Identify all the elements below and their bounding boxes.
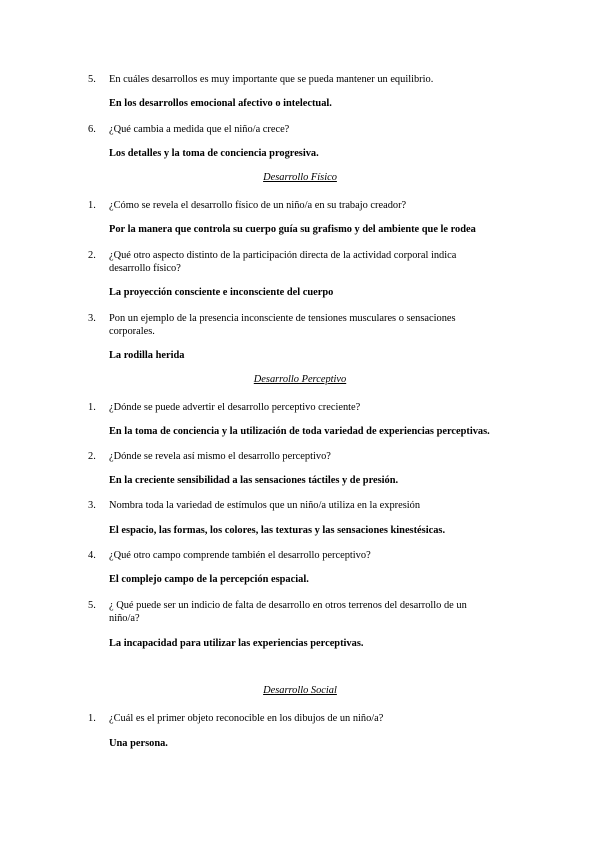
- question-number: 5.: [88, 600, 96, 611]
- answer-text: Los detalles y la toma de conciencia progresiva.: [109, 148, 319, 159]
- question-text: Nombra toda la variedad de estímulos que un niño/a utiliza en la expresión: [109, 500, 421, 511]
- question-text: Pon un ejemplo de la presencia inconsciente de tensiones musculares o sensaciones corporales.: [109, 313, 456, 337]
- question-text: ¿ Qué puede ser un indicio de falta de desarrollo en otros terrenos del desarrollo de un niño/a?: [109, 600, 467, 624]
- question-number: 4.: [88, 550, 96, 561]
- answer-text: En la creciente sensibilidad a las sensaciones táctiles y de presión.: [109, 475, 399, 486]
- question-text: ¿Qué otro aspecto distinto de la participación directa de la actividad corporal indica desarrollo físico?: [109, 250, 457, 274]
- question-number: 6.: [88, 124, 96, 135]
- answer-text: La incapacidad para utilizar las experiencias perceptivas.: [109, 638, 364, 649]
- question-text: ¿Cuál es el primer objeto reconocible en los dibujos de un niño/a?: [109, 713, 384, 724]
- question-text: ¿Dónde se revela así mismo el desarrollo perceptivo?: [109, 451, 331, 462]
- answer-text: La rodilla herida: [109, 350, 185, 361]
- question-text: ¿Qué cambia a medida que el niño/a crece?: [109, 124, 290, 135]
- question-number: 5.: [88, 74, 96, 85]
- section-heading: Desarrollo Perceptivo: [253, 374, 347, 385]
- question-number: 3.: [88, 313, 96, 324]
- question-text: ¿Cómo se revela el desarrollo físico de un niño/a en su trabajo creador?: [109, 200, 407, 211]
- question-number: 2.: [88, 451, 96, 462]
- answer-text: En la toma de conciencia y la utilización de toda variedad de experiencias perceptivas.: [109, 426, 490, 437]
- question-number: 1.: [88, 402, 96, 413]
- question-text: En cuáles desarrollos es muy importante que se pueda mantener un equilibrio.: [109, 74, 434, 85]
- section-heading: Desarrollo Físico: [263, 172, 337, 183]
- answer-text: Una persona.: [109, 738, 168, 749]
- question-number: 1.: [88, 713, 96, 724]
- section-heading: Desarrollo Social: [263, 685, 337, 696]
- question-number: 3.: [88, 500, 96, 511]
- question-number: 2.: [88, 250, 96, 261]
- answer-text: La proyección consciente e inconsciente del cuerpo: [109, 287, 334, 298]
- question-number: 1.: [88, 200, 96, 211]
- answer-text: En los desarrollos emocional afectivo o intelectual.: [109, 98, 332, 109]
- question-text: ¿Qué otro campo comprende también el desarrollo perceptivo?: [109, 550, 371, 561]
- answer-text: El complejo campo de la percepción espacial.: [109, 574, 309, 585]
- answer-text: El espacio, las formas, los colores, las texturas y las sensaciones kinestésicas.: [109, 525, 446, 536]
- question-text: ¿Dónde se puede advertir el desarrollo perceptivo creciente?: [109, 402, 361, 413]
- answer-text: Por la manera que controla su cuerpo guía su grafismo y del ambiente que le rodea: [109, 224, 476, 235]
